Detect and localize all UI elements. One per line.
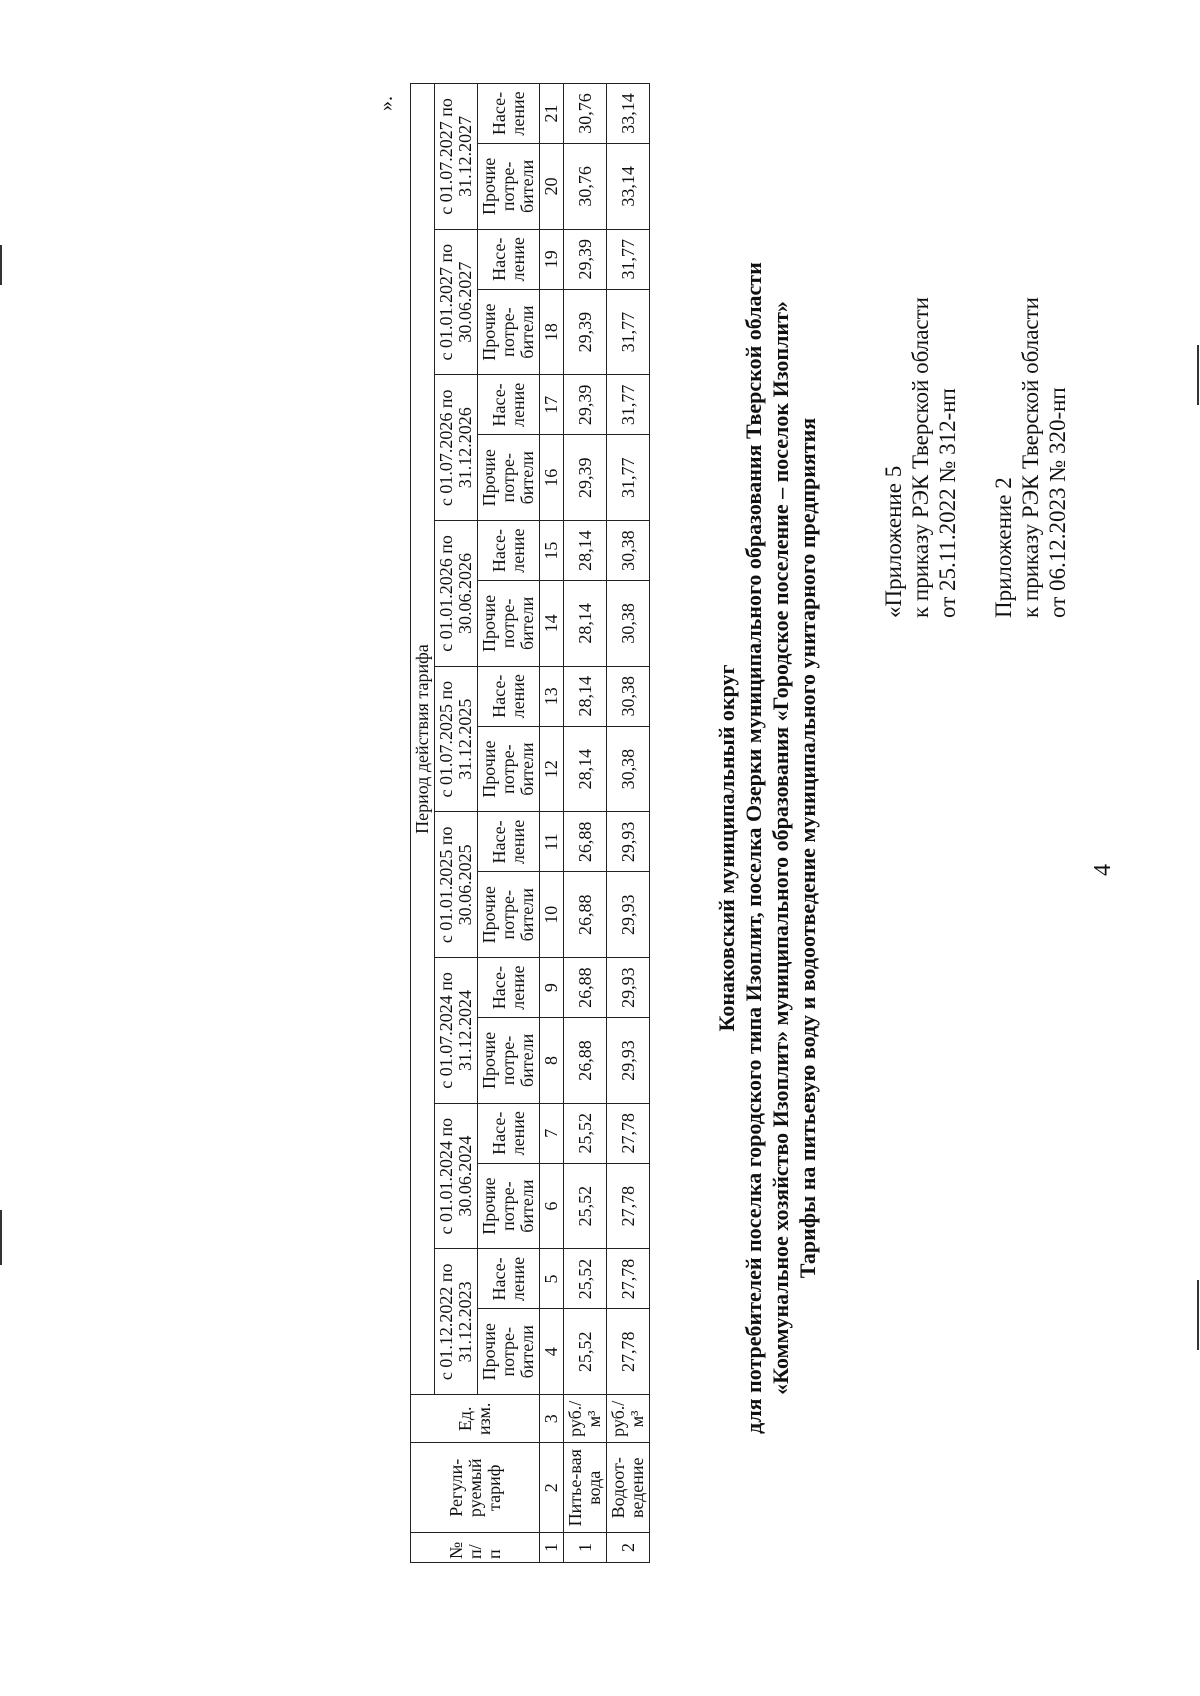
header-period-range: с 01.01.2025 по 30.06.2025: [435, 812, 478, 958]
header-other-consumers: Прочие потре-бители: [478, 144, 540, 230]
column-number: 11: [540, 812, 564, 872]
tariff-value: 29,93: [607, 872, 650, 958]
column-number: 9: [540, 958, 564, 1018]
tariff-value: 25,52: [564, 1249, 607, 1309]
header-population: Насе-ление: [478, 521, 540, 581]
header-period-range: с 01.01.2026 по 30.06.2026: [435, 521, 478, 667]
column-number: 10: [540, 872, 564, 958]
tariff-value: 26,88: [564, 872, 607, 958]
header-period: Период действия тарифа: [411, 84, 435, 1395]
header-other-consumers: Прочие потре-бители: [478, 872, 540, 958]
row-unit: руб./м³: [564, 1395, 607, 1443]
header-other-consumers: Прочие потре-бители: [478, 435, 540, 521]
document-title-line4: Конаковский муниципальный округ: [714, 664, 739, 1032]
tariff-value: 30,38: [607, 726, 650, 812]
closing-quote-mark: ».: [375, 96, 397, 111]
header-population: Насе-ление: [478, 375, 540, 435]
header-row-periods: [435, 84, 478, 1563]
tariff-value: 31,77: [607, 229, 650, 289]
column-number: 14: [540, 581, 564, 667]
tariff-value: 27,78: [607, 1309, 650, 1395]
tariff-value: 28,14: [564, 581, 607, 667]
header-period-range: с 01.07.2025 по 31.12.2025: [435, 666, 478, 812]
appendix-reference-old: [880, 297, 961, 618]
tariff-value: 33,14: [607, 84, 650, 144]
row-tariff: Питье-вая вода: [564, 1443, 607, 1533]
header-number: № п/п: [411, 1533, 540, 1563]
scan-edge-mark: [0, 1210, 2, 1265]
tariff-value: 29,39: [564, 435, 607, 521]
header-population: Насе-ление: [478, 666, 540, 726]
tariff-value: 25,52: [564, 1103, 607, 1163]
column-number: 12: [540, 726, 564, 812]
column-number: 21: [540, 84, 564, 144]
header-population: Насе-ление: [478, 84, 540, 144]
scan-edge-mark: [1197, 1280, 1199, 1350]
header-other-consumers: Прочие потре-бители: [478, 289, 540, 375]
header-row-consumers: [478, 84, 540, 1563]
header-population: Насе-ление: [478, 1103, 540, 1163]
tariff-value: 27,78: [607, 1249, 650, 1309]
scan-edge-mark: [1197, 345, 1199, 405]
tariff-value: 31,77: [607, 375, 650, 435]
appendix-new-line2: к приказу РЭК Тверской области: [1018, 297, 1043, 618]
document-title-line3: для потребителей поселка городского типа Изоплит, поселка Озерки муниципального образования Тверской области: [741, 262, 766, 1434]
column-number: 6: [540, 1163, 564, 1249]
header-period-range: с 01.07.2026 по 31.12.2026: [435, 375, 478, 521]
header-period-range: с 01.12.2022 по 31.12.2023: [435, 1249, 478, 1395]
row-unit: руб./м³: [607, 1395, 650, 1443]
appendix-reference-new: [990, 297, 1071, 618]
header-unit: Ед. изм.: [411, 1395, 540, 1443]
column-number: 4: [540, 1309, 564, 1395]
header-period-range: с 01.01.2027 по 30.06.2027: [435, 229, 478, 375]
page-number: 4: [1090, 864, 1116, 876]
tariff-value: 30,76: [564, 144, 607, 230]
column-number: 15: [540, 521, 564, 581]
column-number: 8: [540, 1018, 564, 1104]
header-period-range: с 01.01.2024 по 30.06.2024: [435, 1103, 478, 1249]
tariff-value: 26,88: [564, 812, 607, 872]
tariff-value: 29,39: [564, 289, 607, 375]
tariff-value: 29,39: [564, 229, 607, 289]
tariff-value: 30,38: [607, 581, 650, 667]
tariff-value: 33,14: [607, 144, 650, 230]
row-number: 1: [564, 1533, 607, 1563]
tariff-value: 27,78: [607, 1163, 650, 1249]
header-population: Насе-ление: [478, 812, 540, 872]
header-period-range: с 01.07.2027 по 31.12.2027: [435, 84, 478, 230]
tariff-value: 29,93: [607, 1018, 650, 1104]
row-tariff: Водоот-ведение: [607, 1443, 650, 1533]
scan-edge-mark: [0, 245, 2, 285]
tariff-value: 25,52: [564, 1309, 607, 1395]
appendix-old-line3: от 25.11.2022 № 312-нп: [935, 388, 960, 618]
header-other-consumers: Прочие потре-бители: [478, 581, 540, 667]
tariff-value: 28,14: [564, 726, 607, 812]
tariff-value: 28,14: [564, 666, 607, 726]
column-number: 1: [540, 1533, 564, 1563]
document-title-line2: «Коммунальное хозяйство Изоплит» муниципального образования «Городское поселение – поселок Изоплит»: [768, 301, 793, 1395]
column-number: 5: [540, 1249, 564, 1309]
tariff-value: 29,93: [607, 958, 650, 1018]
header-other-consumers: Прочие потре-бители: [478, 1018, 540, 1104]
table-row: [607, 84, 650, 1563]
column-number: 16: [540, 435, 564, 521]
tariff-value: 28,14: [564, 521, 607, 581]
row-number: 2: [607, 1533, 650, 1563]
column-number: 7: [540, 1103, 564, 1163]
tariff-value: 29,39: [564, 375, 607, 435]
tariff-value: 31,77: [607, 289, 650, 375]
header-population: Насе-ление: [478, 229, 540, 289]
column-number: 19: [540, 229, 564, 289]
header-population: Насе-ление: [478, 958, 540, 1018]
tariff-value: 27,78: [607, 1103, 650, 1163]
tariff-value: 26,88: [564, 958, 607, 1018]
table-row: [564, 84, 607, 1563]
tariff-table: [410, 83, 650, 1563]
appendix-new-line3: от 06.12.2023 № 320-нп: [1045, 387, 1070, 618]
appendix-old-line1: «Приложение 5: [881, 465, 906, 618]
header-other-consumers: Прочие потре-бители: [478, 726, 540, 812]
header-other-consumers: Прочие потре-бители: [478, 1309, 540, 1395]
tariff-value: 29,93: [607, 812, 650, 872]
column-number: 17: [540, 375, 564, 435]
column-number: 20: [540, 144, 564, 230]
document-title-line1: Тарифы на питьевую воду и водоотведение муниципального унитарного предприятия: [795, 417, 820, 1279]
column-number: 18: [540, 289, 564, 375]
column-numbers-row: [540, 84, 564, 1563]
header-row-1: [411, 84, 435, 1563]
tariff-value: 30,38: [607, 666, 650, 726]
column-number: 13: [540, 666, 564, 726]
tariff-value: 25,52: [564, 1163, 607, 1249]
appendix-new-line1: Приложение 2: [991, 477, 1016, 618]
tariff-value: 31,77: [607, 435, 650, 521]
column-number: 2: [540, 1443, 564, 1533]
column-number: 3: [540, 1395, 564, 1443]
tariff-value: 30,76: [564, 84, 607, 144]
tariff-value: 30,38: [607, 521, 650, 581]
appendix-old-line2: к приказу РЭК Тверской области: [908, 297, 933, 618]
header-tariff: Регули-руемый тариф: [411, 1443, 540, 1533]
tariff-value: 26,88: [564, 1018, 607, 1104]
header-other-consumers: Прочие потре-бители: [478, 1163, 540, 1249]
header-population: Насе-ление: [478, 1249, 540, 1309]
header-period-range: с 01.07.2024 по 31.12.2024: [435, 958, 478, 1104]
